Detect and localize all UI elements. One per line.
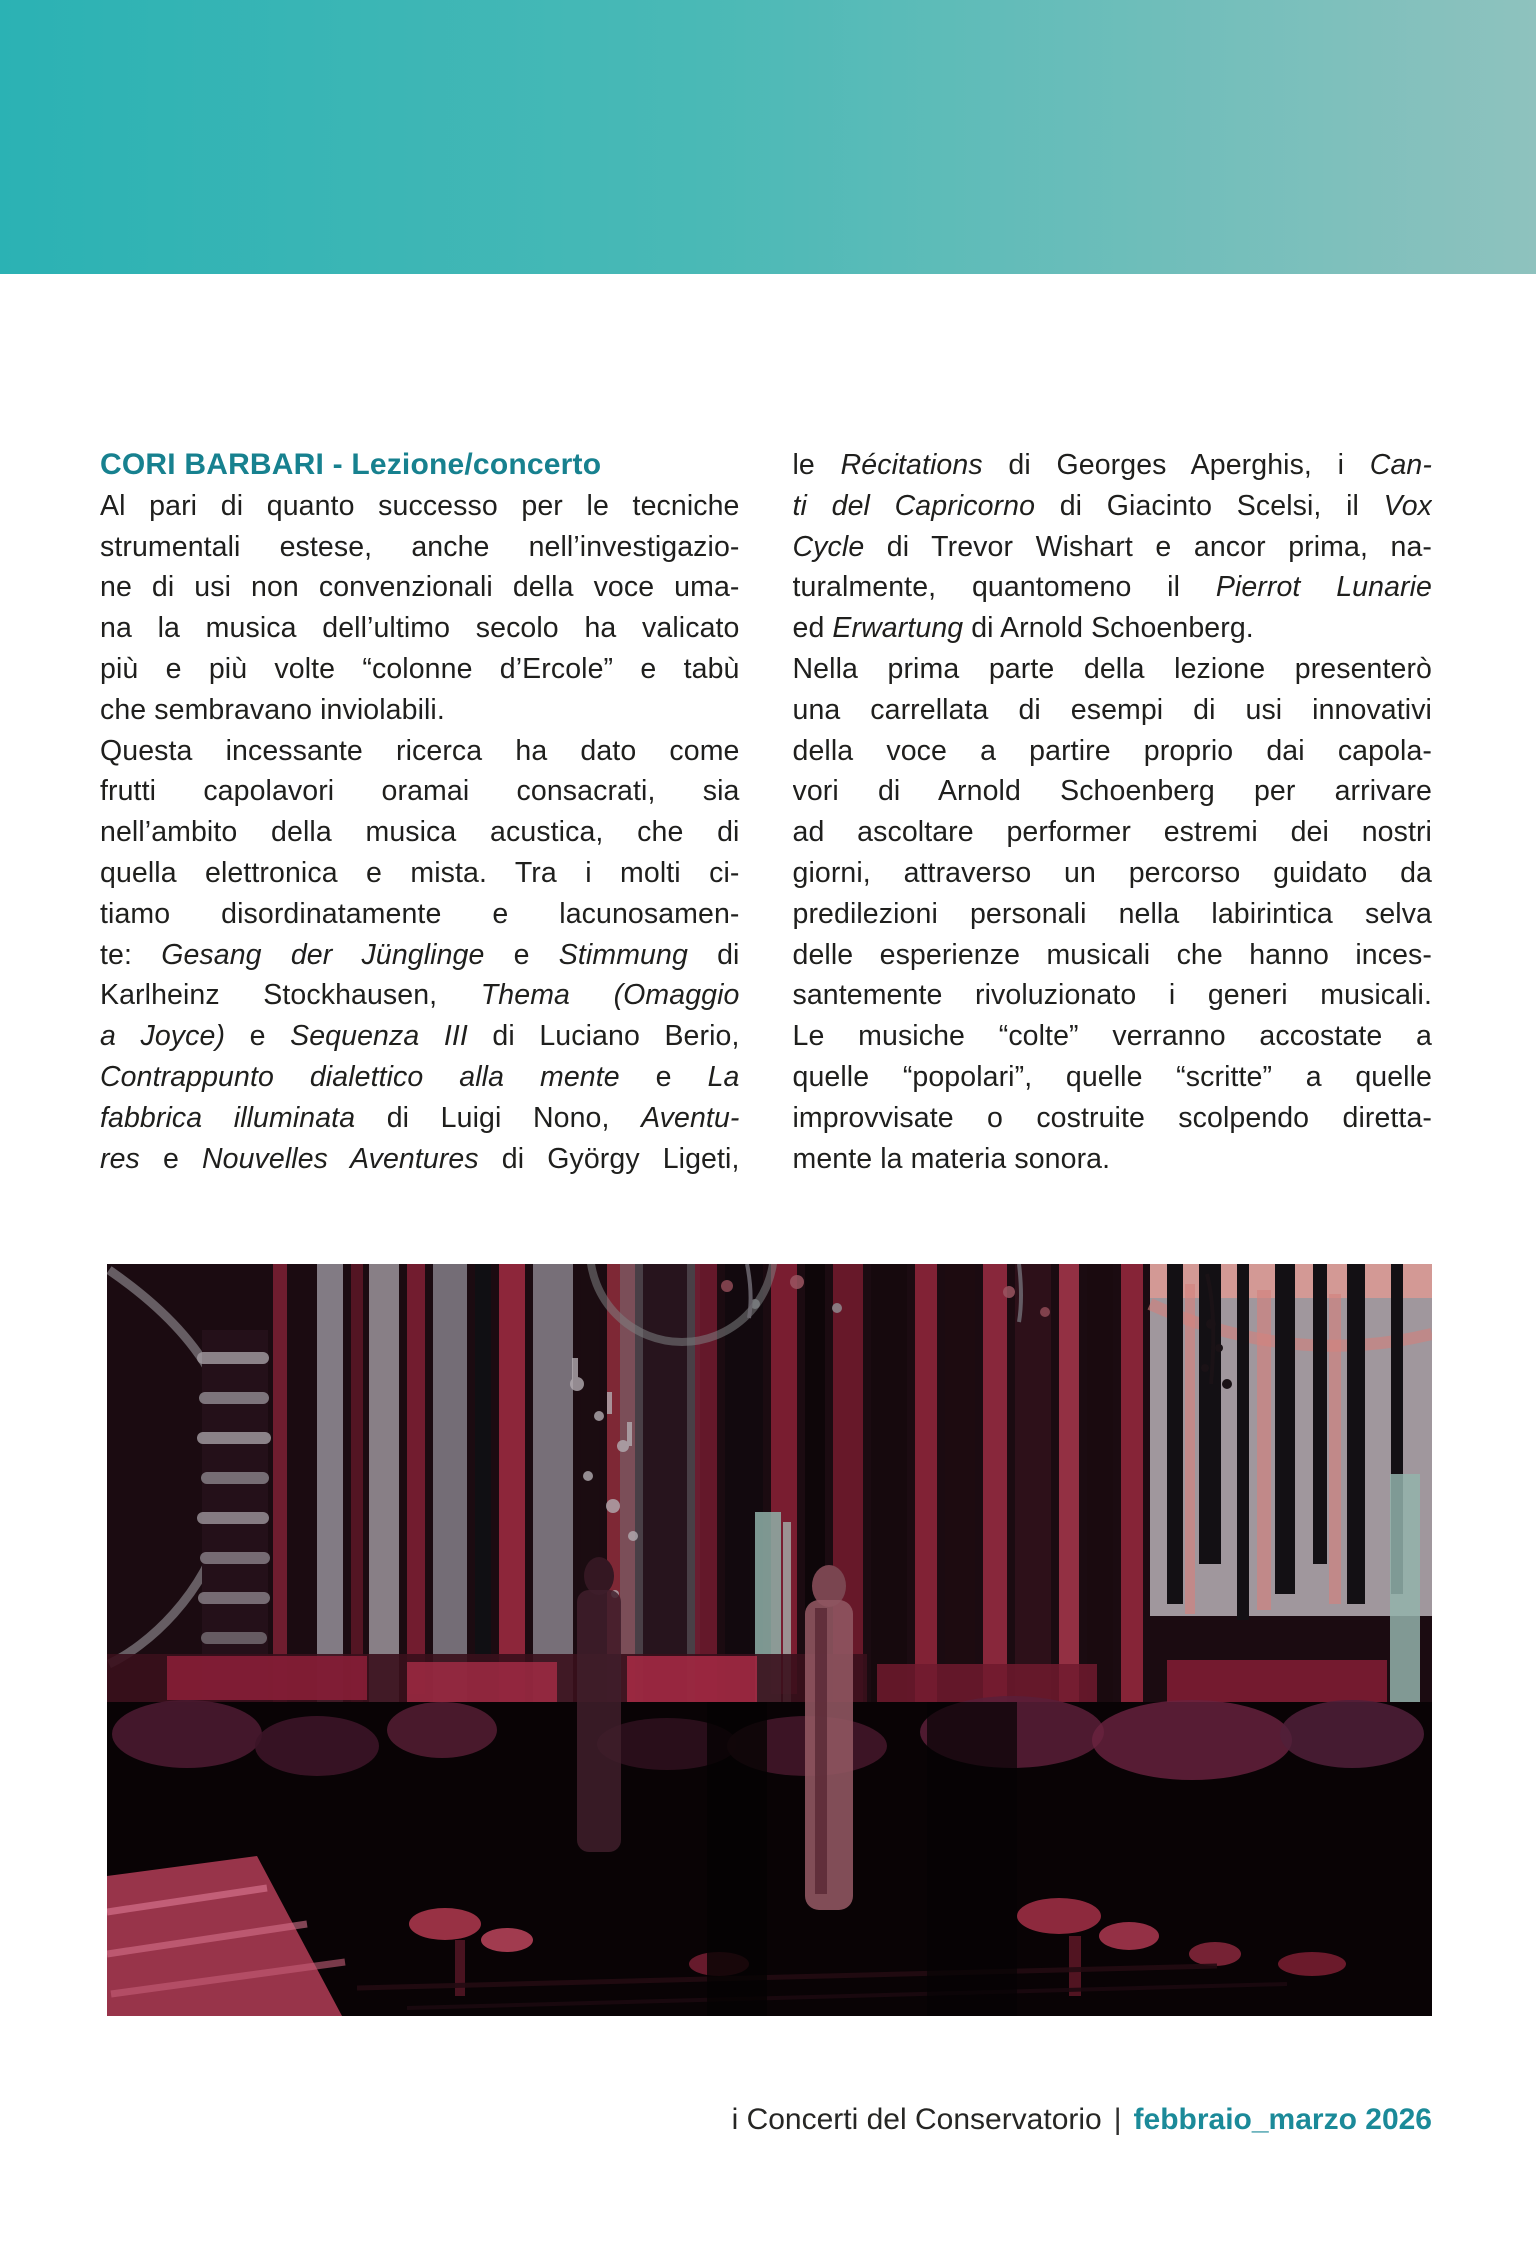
- text-line: ed Erwartung di Arnold Schoenberg.: [792, 612, 1254, 645]
- page-footer: [0, 2102, 1432, 2138]
- concert-photo: [107, 1264, 1432, 2016]
- curtain-right-pale-zone: [1150, 1264, 1432, 1620]
- text-line: che sembravano inviolabili.: [100, 693, 445, 726]
- text-line: quelle “popolari”, quelle “scritte” a quelle: [792, 1060, 1432, 1093]
- text-line: ne di usi non convenzionali della voce uma-: [100, 571, 740, 604]
- article: [100, 445, 1432, 1179]
- text-line: Questa incessante ricerca ha dato come: [100, 734, 740, 767]
- text-line: più e più volte “colonne d’Ercole” e tabù: [100, 652, 740, 685]
- column-left-lines: [100, 486, 740, 1180]
- text-line: strumentali estese, anche nell’investigazio-: [100, 530, 740, 563]
- text-line: mente la materia sonora.: [792, 1142, 1111, 1175]
- text-line: te: Gesang der Jünglinge e Stimmung di: [100, 938, 740, 971]
- red-transition-band: [107, 1654, 1387, 1706]
- text-line: ad ascoltare performer estremi dei nostri: [792, 816, 1432, 849]
- text-line: res e Nouvelles Aventures di György Ligeti,: [100, 1142, 740, 1175]
- footer-issue-date: febbraio_marzo 2026: [1133, 2103, 1432, 2137]
- header-gradient-band: [0, 0, 1536, 274]
- footer-separator: |: [1113, 2103, 1122, 2137]
- text-line: quella elettronica e mista. Tra i molti ci-: [100, 856, 740, 889]
- text-line: ti del Capricorno di Giacinto Scelsi, il Vox: [792, 489, 1432, 522]
- text-line: predilezioni personali nella labirintica selva: [792, 897, 1432, 930]
- footer-series-title: i Concerti del Conservatorio: [731, 2103, 1102, 2137]
- shadow-bar: [927, 1702, 1017, 2016]
- article-heading: CORI BARBARI - Lezione/concerto: [100, 448, 602, 481]
- text-line: vori di Arnold Schoenberg per arrivare: [792, 775, 1432, 808]
- text-line: fabbrica illuminata di Luigi Nono, Aventu-: [100, 1101, 740, 1134]
- text-line: Cycle di Trevor Wishart e ancor prima, na-: [792, 530, 1432, 563]
- text-line: tiamo disordinatamente e lacunosamen-: [100, 897, 740, 930]
- article-column-right: [793, 445, 1433, 1179]
- text-line: santemente rivoluzionato i generi musicali.: [792, 979, 1432, 1012]
- text-line: a Joyce) e Sequenza III di Luciano Berio,: [100, 1020, 740, 1053]
- article-column-left: [100, 445, 740, 1179]
- column-right-lines: [793, 445, 1433, 1179]
- concert-photo-artwork: [107, 1264, 1432, 2016]
- text-line: Contrappunto dialettico alla mente e La: [100, 1060, 740, 1093]
- text-line: una carrellata di esempi di usi innovativi: [792, 693, 1432, 726]
- text-line: le Récitations di Georges Aperghis, i Can-: [792, 449, 1432, 481]
- text-line: della voce a partire proprio dai capola-: [792, 734, 1432, 767]
- text-line: turalmente, quantomeno il Pierrot Lunarie: [792, 571, 1432, 604]
- text-line: na la musica dell’ultimo secolo ha valicato: [100, 612, 740, 645]
- text-line: delle esperienze musicali che hanno inces-: [792, 938, 1432, 971]
- text-line: Karlheinz Stockhausen, Thema (Omaggio: [100, 979, 740, 1012]
- shadow-bar: [707, 1702, 767, 2016]
- text-line: improvvisate o costruite scolpendo diretta-: [792, 1101, 1432, 1134]
- text-line: Al pari di quanto successo per le tecniche: [100, 489, 740, 522]
- text-line: frutti capolavori oramai consacrati, sia: [100, 775, 740, 808]
- text-line: nell’ambito della musica acustica, che di: [100, 816, 740, 849]
- text-line: Le musiche “colte” verranno accostate a: [792, 1020, 1432, 1053]
- text-line: Nella prima parte della lezione presenterò: [792, 652, 1432, 685]
- text-line: giorni, attraverso un percorso guidato da: [792, 856, 1432, 889]
